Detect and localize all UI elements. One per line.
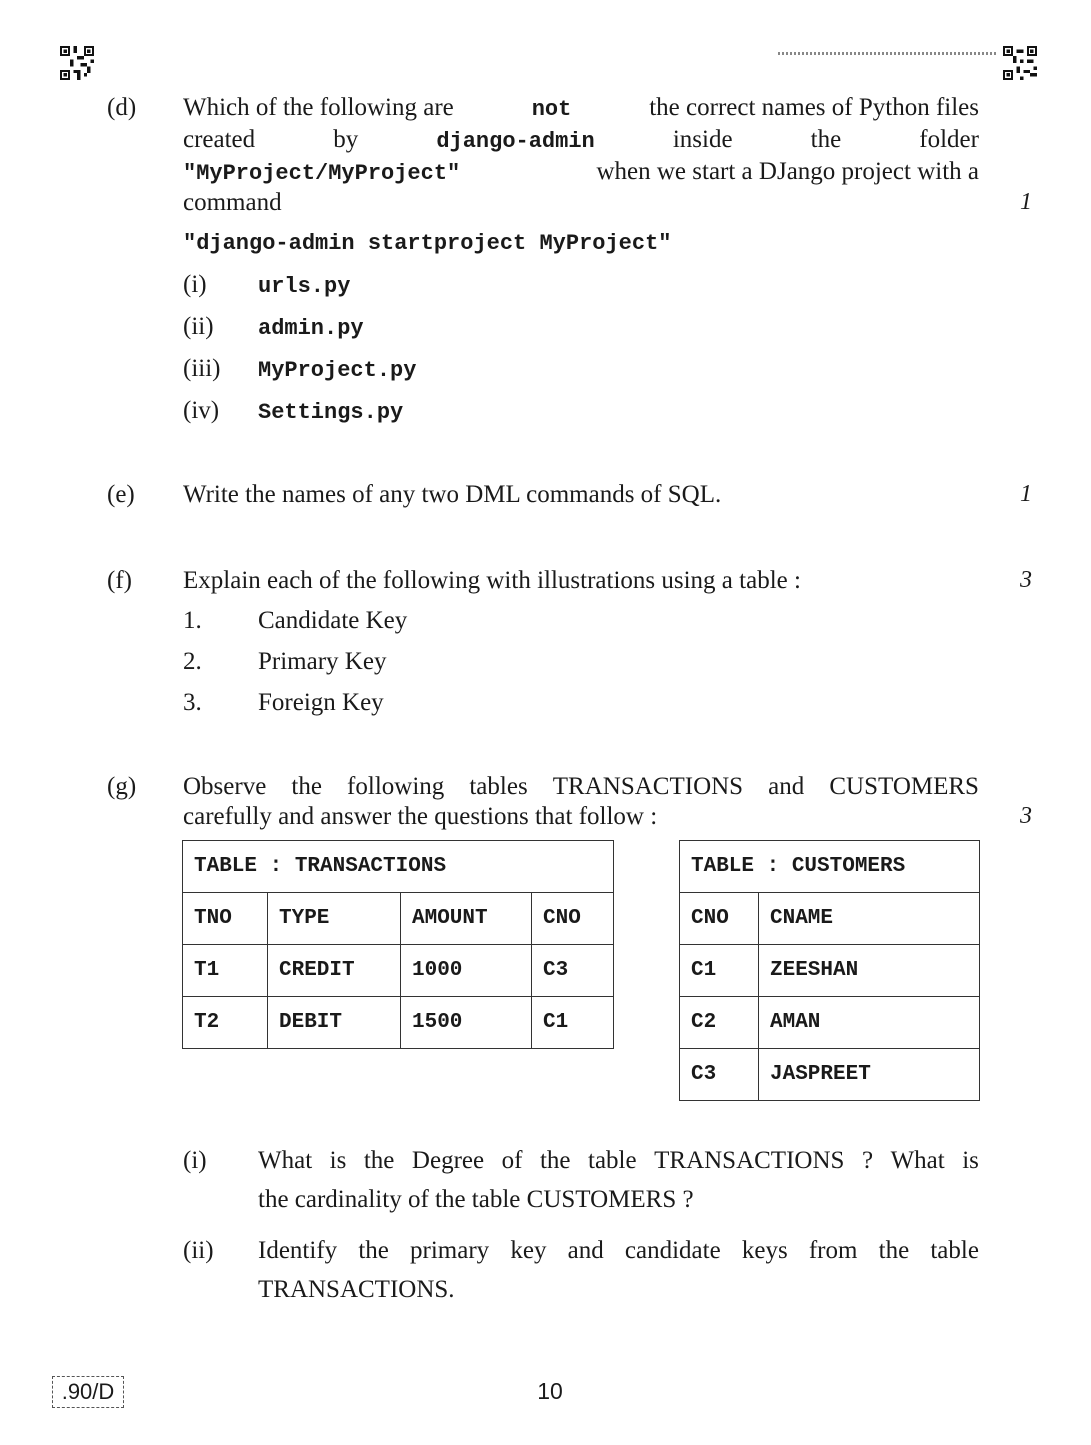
- word: the: [810, 126, 842, 153]
- table-title: TABLE : CUSTOMERS: [680, 841, 980, 893]
- table-cell: C1: [680, 945, 759, 997]
- question-d-line3: [183, 158, 979, 186]
- word: the: [291, 773, 322, 800]
- column-header: CNO: [532, 893, 614, 945]
- word: What: [890, 1147, 945, 1174]
- question-label-d: (d): [107, 94, 137, 121]
- sub-question-num: (i): [183, 1147, 207, 1174]
- list-num: 3.: [183, 689, 202, 716]
- q-d-text-2: the correct names of Python files: [649, 94, 979, 121]
- word: table: [588, 1147, 637, 1174]
- word: Degree: [411, 1147, 485, 1174]
- column-header: TNO: [183, 893, 268, 945]
- word: table: [930, 1237, 979, 1264]
- sub-question-ii-line1: [258, 1237, 979, 1265]
- option-num: (iii): [183, 355, 221, 382]
- table-cell: T2: [183, 997, 268, 1049]
- option-text: Settings.py: [258, 400, 404, 425]
- code-django-admin: django-admin: [436, 129, 595, 154]
- word: is: [329, 1147, 347, 1174]
- word: CUSTOMERS: [829, 773, 979, 800]
- question-f-text: Explain each of the following with illustrations using a table :: [183, 567, 801, 594]
- word: key: [510, 1237, 547, 1264]
- table-row: [183, 945, 614, 997]
- table-cell: 1500: [401, 997, 532, 1049]
- word: the: [539, 1147, 571, 1174]
- column-header: TYPE: [268, 893, 401, 945]
- word: folder: [919, 126, 979, 153]
- question-label-g: (g): [107, 773, 137, 800]
- word: tables: [469, 773, 528, 800]
- code-folder-path: "MyProject/MyProject": [183, 161, 461, 186]
- word: TRANSACTIONS: [552, 773, 744, 800]
- table-row: [680, 997, 980, 1049]
- table-title: TABLE : TRANSACTIONS: [183, 841, 614, 893]
- marks-d: 1: [1020, 189, 1032, 215]
- list-num: 2.: [183, 648, 202, 675]
- qr-code-icon: [1003, 46, 1037, 80]
- django-command: "django-admin startproject MyProject": [183, 231, 672, 256]
- table-cell: C3: [532, 945, 614, 997]
- question-d-line1: [183, 94, 979, 122]
- table-row: [680, 945, 980, 997]
- table-cell: AMAN: [759, 997, 980, 1049]
- option-text: admin.py: [258, 316, 364, 341]
- sub-question-ii-line2: TRANSACTIONS.: [258, 1276, 455, 1303]
- word: TRANSACTIONS: [654, 1147, 845, 1174]
- list-item: Primary Key: [258, 648, 387, 675]
- table-cell: 1000: [401, 945, 532, 997]
- qr-code-icon: [60, 46, 94, 80]
- table-cell: DEBIT: [268, 997, 401, 1049]
- word: keys: [741, 1237, 788, 1264]
- column-header: CNO: [680, 893, 759, 945]
- word: following: [347, 773, 445, 800]
- word: by: [333, 126, 359, 153]
- question-g-line1: [183, 773, 979, 801]
- word: and: [567, 1237, 604, 1264]
- word: Observe: [183, 773, 267, 800]
- sub-question-i-line2: the cardinality of the table CUSTOMERS ?: [258, 1186, 694, 1213]
- option-text: MyProject.py: [258, 358, 417, 383]
- table-row: [680, 1049, 980, 1101]
- table-cell: C1: [532, 997, 614, 1049]
- question-g-line2: carefully and answer the questions that follow :: [183, 803, 658, 830]
- transactions-table: [182, 840, 614, 1049]
- table-cell: C2: [680, 997, 759, 1049]
- customers-table: [679, 840, 980, 1101]
- word: primary: [410, 1237, 490, 1264]
- marks-e: 1: [1020, 481, 1032, 507]
- table-header-row: [183, 893, 614, 945]
- word: the: [358, 1237, 389, 1264]
- question-label-e: (e): [107, 481, 135, 508]
- list-item: Foreign Key: [258, 689, 384, 716]
- word: and: [768, 773, 805, 800]
- question-e-text: Write the names of any two DML commands of SQL.: [183, 481, 722, 508]
- word: ?: [861, 1147, 874, 1174]
- table-row: [183, 997, 614, 1049]
- q-d-bold-not: not: [531, 97, 572, 122]
- word: the: [878, 1237, 910, 1264]
- word: of: [501, 1147, 523, 1174]
- table-cell: ZEESHAN: [759, 945, 980, 997]
- word: created: [183, 126, 256, 153]
- watermark-strip: [778, 52, 996, 55]
- list-num: 1.: [183, 607, 202, 634]
- marks-g: 3: [1020, 803, 1032, 829]
- sub-question-i-line1: [258, 1147, 979, 1175]
- q-d-text-3: when we start a DJango project with a: [596, 158, 979, 185]
- q-d-text-1: Which of the following are: [183, 94, 454, 121]
- question-label-f: (f): [107, 567, 132, 594]
- word: inside: [672, 126, 733, 153]
- question-d-line2: [183, 126, 979, 154]
- table-cell: CREDIT: [268, 945, 401, 997]
- option-text: urls.py: [258, 274, 351, 299]
- word: from: [808, 1237, 858, 1264]
- option-num: (ii): [183, 313, 214, 340]
- word: the: [363, 1147, 395, 1174]
- table-cell: T1: [183, 945, 268, 997]
- column-header: AMOUNT: [401, 893, 532, 945]
- table-cell: C3: [680, 1049, 759, 1101]
- option-num: (iv): [183, 397, 220, 424]
- sub-question-num: (ii): [183, 1237, 214, 1264]
- word: Identify: [258, 1237, 338, 1264]
- column-header: CNAME: [759, 893, 980, 945]
- word: What: [258, 1147, 313, 1174]
- page-number: 10: [537, 1378, 563, 1404]
- table-header-row: [680, 893, 980, 945]
- paper-code: .90/D: [52, 1376, 124, 1408]
- marks-f: 3: [1020, 567, 1032, 593]
- word: is: [962, 1147, 979, 1174]
- question-d-line4: command: [183, 189, 282, 216]
- list-item: Candidate Key: [258, 607, 408, 634]
- table-cell: JASPREET: [759, 1049, 980, 1101]
- word: candidate: [624, 1237, 721, 1264]
- option-num: (i): [183, 271, 207, 298]
